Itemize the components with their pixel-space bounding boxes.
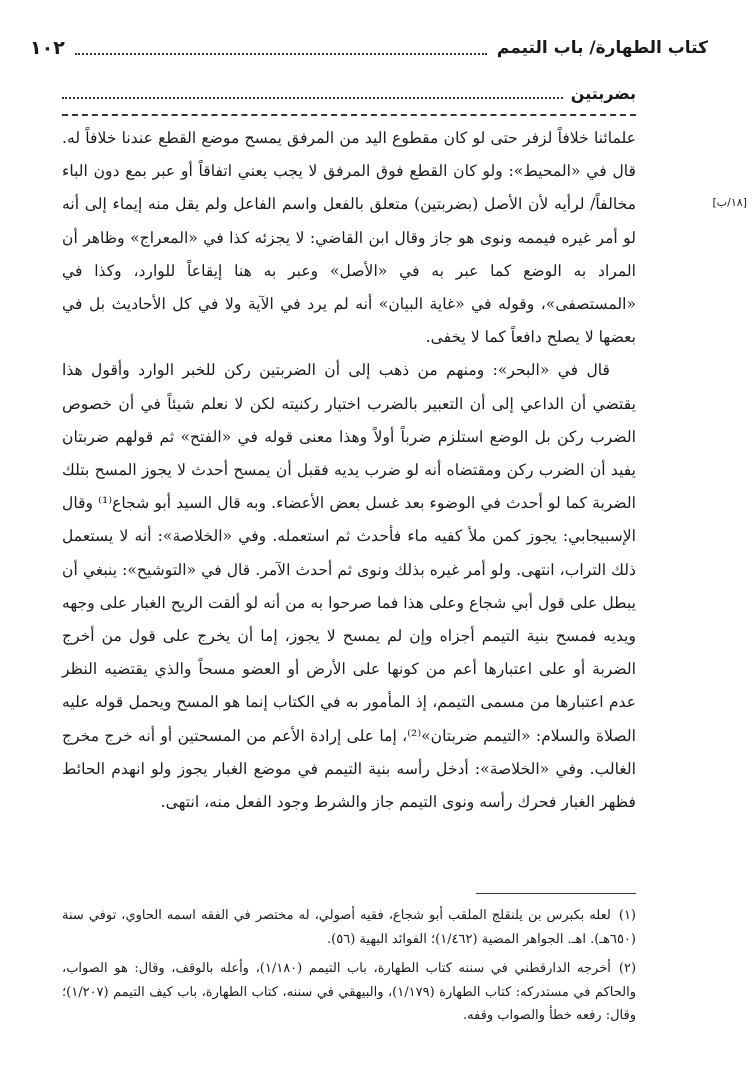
annotated-word: بضربتين [570, 83, 636, 103]
main-text [62, 122, 636, 819]
paragraph-2: قال في «البحر»: ومنهم من ذهب إلى أن الضربتين ركن للخبر الوارد وأقول هذا يقتضي أن الداعي إلى أن التعبير بالضرب اختيار ركنيته لكن لا نعلم شيئاً في أن خصوص الضرب ركن بل الوضع استلزم ضرباً أولاً وهذا معنى قوله في «الفتح» ثم قولهم ضربتان يفيد أن الضرب ركن ومقتضاه أنه لو ضرب يديه فقبل أن يمسح أحدث لا يجوز المسح بتلك الضربة كما لو أحدث في الوضوء بعد غسل بعض الأعضاء. وبه قال السيد أبو شجاع⁽¹⁾ وقال الإسبيجابي: يجوز كمن ملأ كفيه ماء فأحدث ثم استعمله. وفي «الخلاصة»: أنه لا يستعمل ذلك التراب، انتهى. ولو أمر غيره بذلك ونوى ثم أحدث الآمر. قال في «التوشيح»: ينبغي أن يبطل على قول أبي شجاع وعلى هذا فما صرحوا به من أنه لو ألقت الريح الغبار على وجهه ويديه فمسح بنية التيمم أجزاه وإن لم يمسح لا يجوز، إما أن يخرج على قول من أخرج الضربة أو على اعتبارها أعم من كونها على الأرض أو العضو مسحاً والذي يقتضيه النظر عدم اعتبارها من مسمى التيمم، إذ المأمور به في الكتاب إنما هو المسح ويحمل قوله عليه الصلاة والسلام: «التيمم ضربتان»⁽²⁾، إما على إرادة الأعم من المسحتين أو أنه خرج مخرج الغالب. وفي «الخلاصة»: أدخل رأسه بنية التيمم في موضع الغبار يجوز ولو انهدم الحائط فظهر الغبار فحرك رأسه ونوى التيمم جاز والشرط وجود الفعل منه، انتهى. [62, 361, 636, 812]
dashed-separator [62, 114, 636, 116]
header-title: كتاب الطهارة/ باب التيمم [496, 38, 708, 58]
footnote-number: (١) [618, 908, 636, 923]
footnote-rule [476, 893, 636, 894]
footnote-text: لعله بكبرس بن يلنقلج الملقب أبو شجاع، فقيه أصولي، له مختصر في الفقه اسمه الحاوي، توفي سنة (٦٥٠هـ). اهـ. الجواهر المضية (١/٤٦٢)؛ الفوائد البهية (٥٦). [62, 908, 636, 947]
running-header [30, 34, 718, 62]
footnote-1 [62, 904, 636, 951]
footnote-text: أخرجه الدارقطني في سننه كتاب الطهارة، باب التيمم (١/١٨٠)، وأعله بالوقف، وقال: هو الصواب، والحاكم في مستدركه: كتاب الطهارة (١/١٧٩)، والبيهقي في سننه، كتاب الطهارة، باب كيف التيمم (١/٢٠٧)؛ وقال: رفعه خطأ والصواب وقفه. [62, 961, 636, 1023]
footnote-2 [62, 957, 636, 1028]
footnotes [62, 904, 636, 1034]
page-number: ١٠٢ [30, 37, 65, 59]
header-dotted-leader [75, 41, 487, 55]
margin-folio-note: [١٨/ب] [712, 196, 747, 209]
annotated-word-line [62, 82, 636, 104]
annotation-dotted-line [62, 87, 563, 99]
paragraph-1: علمائنا خلافاً لزفر حتى لو كان مقطوع اليد من المرفق يمسح موضع القطع عندنا خلافاً له. قال في «المحيط»: ولو كان القطع فوق المرفق لا يجب يعني اتفاقاً أو عبر بمع دون الباء مخالفاً/ لرأيه لأن الأصل (بضربتين) متعلق بالفعل واسم الفاعل ولم يقل منه إيماء إلى أنه لو أمر غيره فيممه ونوى هو جاز وقال ابن القاضي: لا يجزئه كذا في «المعراج» وظاهر أن المراد به الوضع كما عبر به في «الأصل» وعبر به هنا إيقاعاً للوارد، وكذا في «المستصفى»، وقوله في «غاية البيان» أنه لم يرد في الآية ولا في كل الأحاديث بل في بعضها لا يصلح دافعاً كما لا يخفى. [62, 129, 636, 347]
footnote-number: (٢) [618, 961, 637, 976]
